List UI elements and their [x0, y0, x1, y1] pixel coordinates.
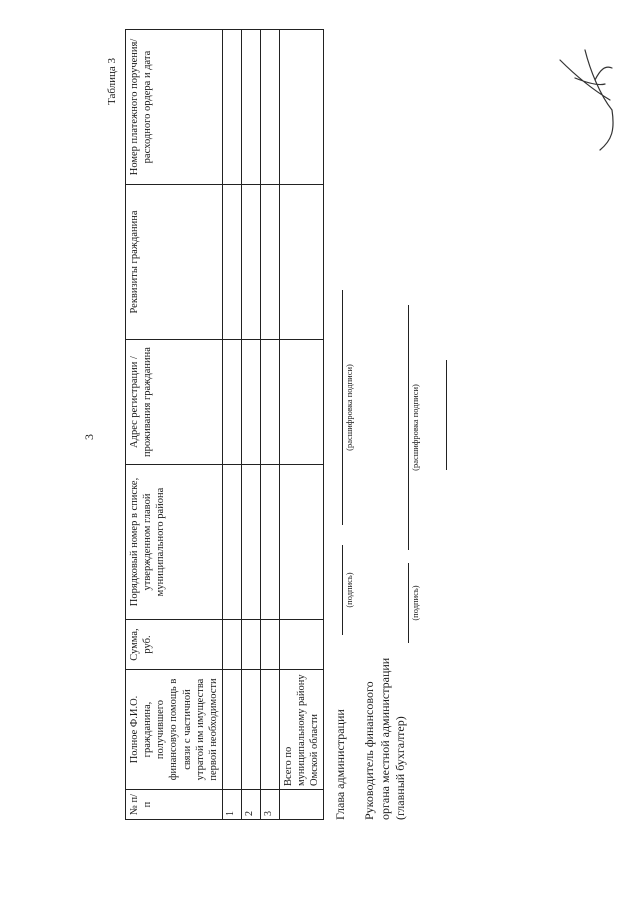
header-cell-amount: Сумма, руб.: [126, 620, 223, 670]
row-number: 2: [241, 790, 260, 820]
signature-caption: (подпись): [344, 572, 354, 608]
header-cell-list-order: Порядковый номер в списке, утвержденном главой муниципального района: [126, 465, 223, 620]
row-number: 1: [222, 790, 241, 820]
header-cell-payment-order: Номер платежного поручения/расходного ордера и дата: [126, 30, 223, 185]
signature-title-finance: Руководитель финансового органа местной администрации (главный бухгалтер): [362, 657, 408, 820]
signature-decoding-caption: (расшифровка подписи): [344, 364, 354, 451]
signature-caption: (подпись): [410, 585, 420, 621]
table-label: Таблица 3: [106, 57, 118, 105]
signature-decoding-caption: (расшифровка подписи): [410, 384, 420, 471]
row-number: 3: [260, 790, 279, 820]
header-cell-requisites: Реквизиты гражданина: [126, 185, 223, 340]
header-cell-number: № п/п: [126, 790, 223, 820]
signature-title-head: Глава администрации: [333, 709, 347, 820]
header-cell-full-name: Полное Ф.И.О. гражданина, получившего финансовую помощь в связи с частичной утратой им имущества первой необходимости: [126, 670, 223, 790]
total-label: Всего по муниципальному району Омской области: [279, 670, 323, 790]
page-number: 3: [82, 434, 96, 440]
header-cell-address: Адрес регистрации / проживания гражданина: [126, 340, 223, 465]
